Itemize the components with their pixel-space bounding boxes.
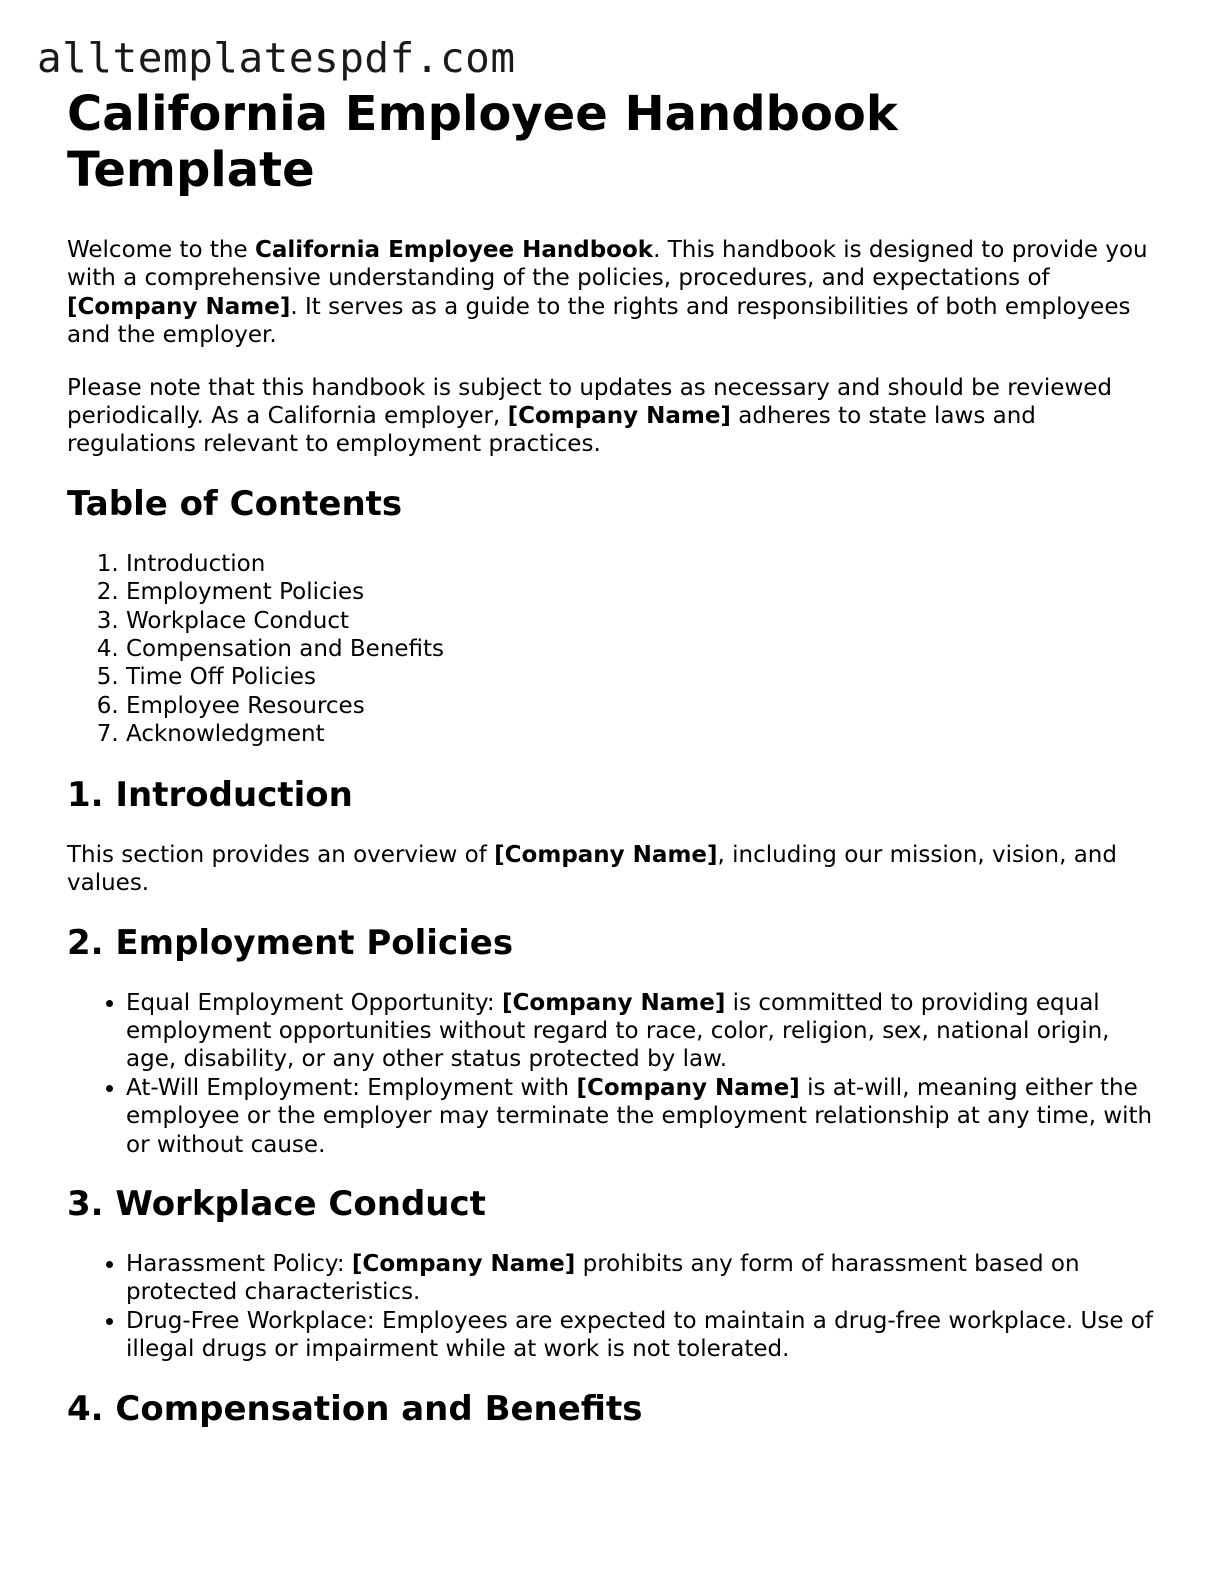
employment-policies-list xyxy=(67,989,1157,1159)
section-heading-workplace-conduct: 3. Workplace Conduct xyxy=(67,1183,486,1224)
toc-item: 6. Employee Resources xyxy=(126,692,1157,720)
toc-list xyxy=(67,550,1157,749)
intro-paragraph-1: Welcome to the California Employee Handbook. This handbook is designed to provide you with a comprehensive understanding of the policies, procedures, and expectations of [Company Name]. It serves as a guide to the rights and responsibilities of both employees and the employer. xyxy=(67,237,1148,349)
toc-item: 1. Introduction xyxy=(126,550,1157,578)
workplace-conduct-list xyxy=(67,1250,1157,1364)
list-item: • Drug-Free Workplace: Employees are expected to maintain a drug-free workplace. Use of illegal drugs or impairment while at work is not tolerated. xyxy=(126,1307,1157,1364)
document-page xyxy=(67,86,1157,1429)
list-item: • Equal Employment Opportunity: [Company Name] is committed to providing equal employment opportunities without regard to race, color, religion, sex, national origin, age, disability, or any other status protected by law. xyxy=(126,989,1157,1074)
section-heading-compensation-benefits: 4. Compensation and Benefits xyxy=(67,1388,643,1429)
section-heading-employment-policies: 2. Employment Policies xyxy=(67,922,514,963)
document-title: California Employee Handbook Template xyxy=(67,86,898,198)
watermark: alltemplatespdf.com xyxy=(37,34,516,82)
toc-item: 3. Workplace Conduct xyxy=(126,607,1157,635)
toc-heading: Table of Contents xyxy=(67,483,403,524)
toc-item: 7. Acknowledgment xyxy=(126,720,1157,748)
list-item: • At-Will Employment: Employment with [Company Name] is at-will, meaning either the employee or the employer may terminate the employment relationship at any time, with or without cause. xyxy=(126,1074,1157,1159)
intro-paragraph-2: Please note that this handbook is subject to updates as necessary and should be reviewed periodically. As a California employer, [Company Name] adheres to state laws and regulations relevant to employment practices. xyxy=(67,374,1113,458)
list-item: • Harassment Policy: [Company Name] prohibits any form of harassment based on protected characteristics. xyxy=(126,1250,1157,1307)
toc-item: 4. Compensation and Benefits xyxy=(126,635,1157,663)
toc-item: 2. Employment Policies xyxy=(126,578,1157,606)
section-heading-introduction: 1. Introduction xyxy=(67,774,353,815)
introduction-paragraph: This section provides an overview of [Company Name], including our mission, vision, and values. xyxy=(67,841,1117,897)
toc-item: 5. Time Off Policies xyxy=(126,663,1157,691)
